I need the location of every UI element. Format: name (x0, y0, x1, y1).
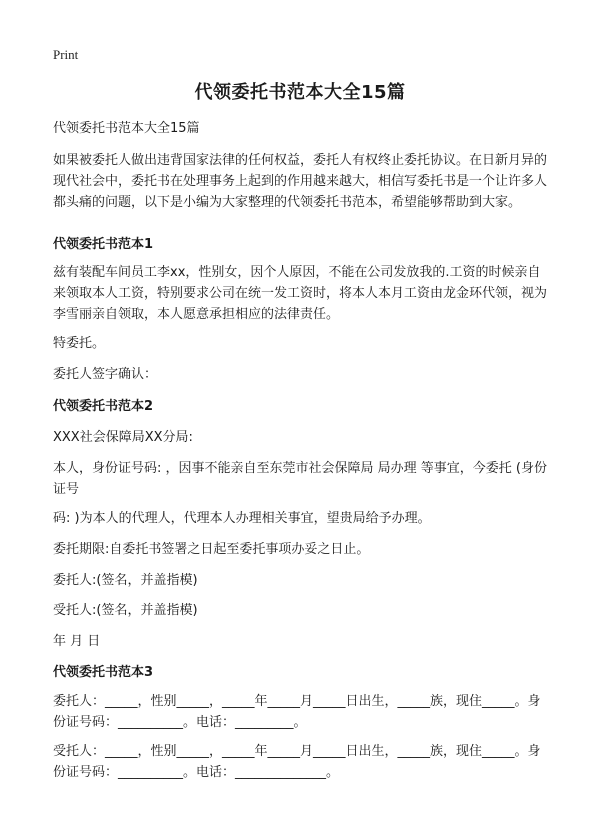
section-2-addressee: XXX社会保障局XX分局: (53, 430, 193, 445)
section-3-heading: 代领委托书范本3 (53, 665, 154, 680)
print-link[interactable]: Print (53, 47, 79, 62)
section-1-body: 兹有装配车间员工李xx，性别女，因个人原因，不能在公司发放我的.工资的时候亲自来领取本人工资，特别要求公司在统一发工资时，将本人本月工资由龙金环代领，视为李雪丽亲自领取，本人愿意承担相应的法律责任。 (53, 265, 548, 322)
section-1-heading: 代领委托书范本1 (53, 237, 154, 252)
section-2-date: 年 月 日 (53, 634, 101, 649)
section-1-signature: 委托人签字确认： (53, 367, 158, 382)
section-3-agent: 受托人：_____，性别_____，_____年_____月_____日出生，_____族，现住_____。身份证号码：__________。电话：______________。 (53, 744, 541, 780)
section-2-agent: 受托人:(签名，并盖指模) (53, 603, 198, 618)
doc-subtitle: 代领委托书范本大全15篇 (53, 121, 200, 136)
page-title: 代领委托书范本大全15篇 (194, 82, 406, 103)
section-2-heading: 代领委托书范本2 (53, 399, 154, 414)
section-2-body-1: 本人，身份证号码: ，因事不能亲自至东莞市社会保障局 局办理 等事宜，今委托 (身份证号 (53, 461, 547, 497)
section-3-principal: 委托人：_____，性别_____，_____年_____月_____日出生，_____族，现住_____。身份证号码：__________。电话：_________。 (53, 694, 541, 730)
intro-paragraph: 如果被委托人做出违背国家法律的任何权益，委托人有权终止委托协议。在日新月异的现代社会中，委托书在处理事务上起到的作用越来越大，相信写委托书是一个让许多人都头痛的问题，以下是小编为大家整理的代领委托书范本，希望能够帮助到大家。 (53, 153, 548, 210)
section-1-special: 特委托。 (53, 336, 106, 351)
section-2-period: 委托期限:自委托书签署之日起至委托事项办妥之日止。 (53, 542, 370, 557)
section-2-principal: 委托人:(签名，并盖指模) (53, 573, 198, 588)
section-2-body-2: 码: )为本人的代理人，代理本人办理相关事宜，望贵局给予办理。 (53, 511, 431, 526)
